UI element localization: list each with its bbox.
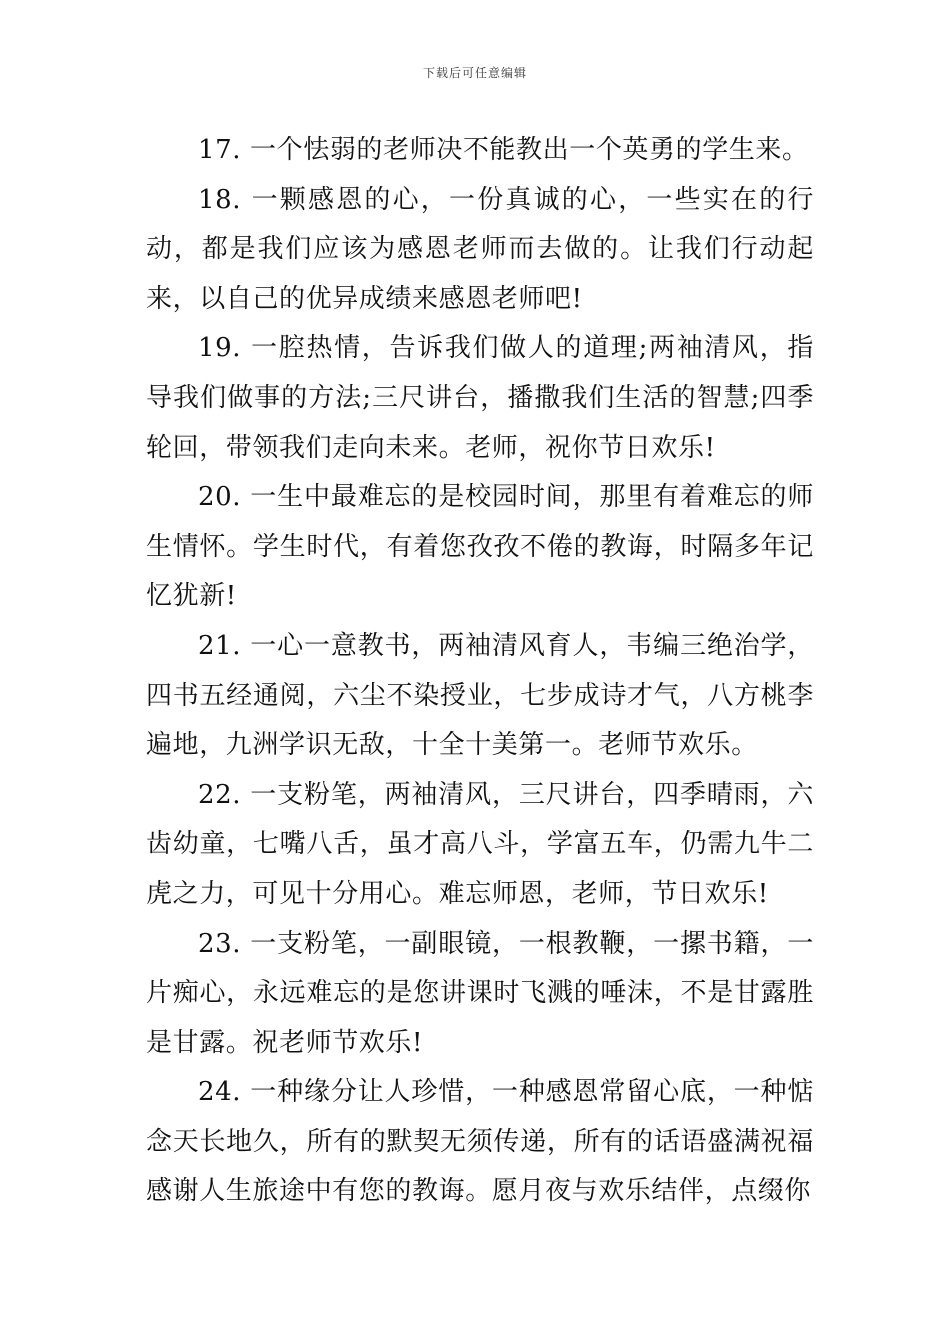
paragraph-18: 18. 一颗感恩的心，一份真诚的心，一些实在的行动，都是我们应该为感恩老师而去做的。让我们行动起来，以自己的优异成绩来感恩老师吧!	[146, 184, 814, 314]
paragraph-24: 24. 一种缘分让人珍惜，一种感恩常留心底，一种惦念天长地久，所有的默契无须传递，所有的话语盛满祝福感谢人生旅途中有您的教诲。愿月夜与欢乐结伴，点缀你	[146, 1077, 814, 1207]
document-body	[146, 126, 814, 1217]
paragraph-17: 17. 一个怯弱的老师决不能教出一个英勇的学生来。	[198, 135, 809, 165]
paragraph-20: 20. 一生中最难忘的是校园时间，那里有着难忘的师生情怀。学生时代，有着您孜孜不倦的教诲，时隔多年记忆犹新!	[146, 482, 814, 612]
paragraph-23: 23. 一支粉笔，一副眼镜，一根教鞭，一摞书籍，一片痴心，永远难忘的是您讲课时飞溅的唾沫，不是甘露胜是甘露。祝老师节欢乐!	[146, 928, 814, 1058]
paragraph-22: 22. 一支粉笔，两袖清风，三尺讲台，四季晴雨，六齿幼童，七嘴八舌，虽才高八斗，学富五车，仍需九牛二虎之力，可见十分用心。难忘师恩，老师，节日欢乐!	[146, 779, 814, 909]
paragraph-21: 21. 一心一意教书，两袖清风育人，韦编三绝治学，四书五经通阅，六尘不染授业，七步成诗才气，八方桃李遍地，九洲学识无敌，十全十美第一。老师节欢乐。	[146, 630, 814, 761]
paragraph-19: 19. 一腔热情，告诉我们做人的道理;两袖清风，指导我们做事的方法;三尺讲台，播撒我们生活的智慧;四季轮回，带领我们走向未来。老师，祝你节日欢乐!	[146, 333, 814, 463]
header-note: 下载后可任意编辑	[422, 66, 527, 80]
